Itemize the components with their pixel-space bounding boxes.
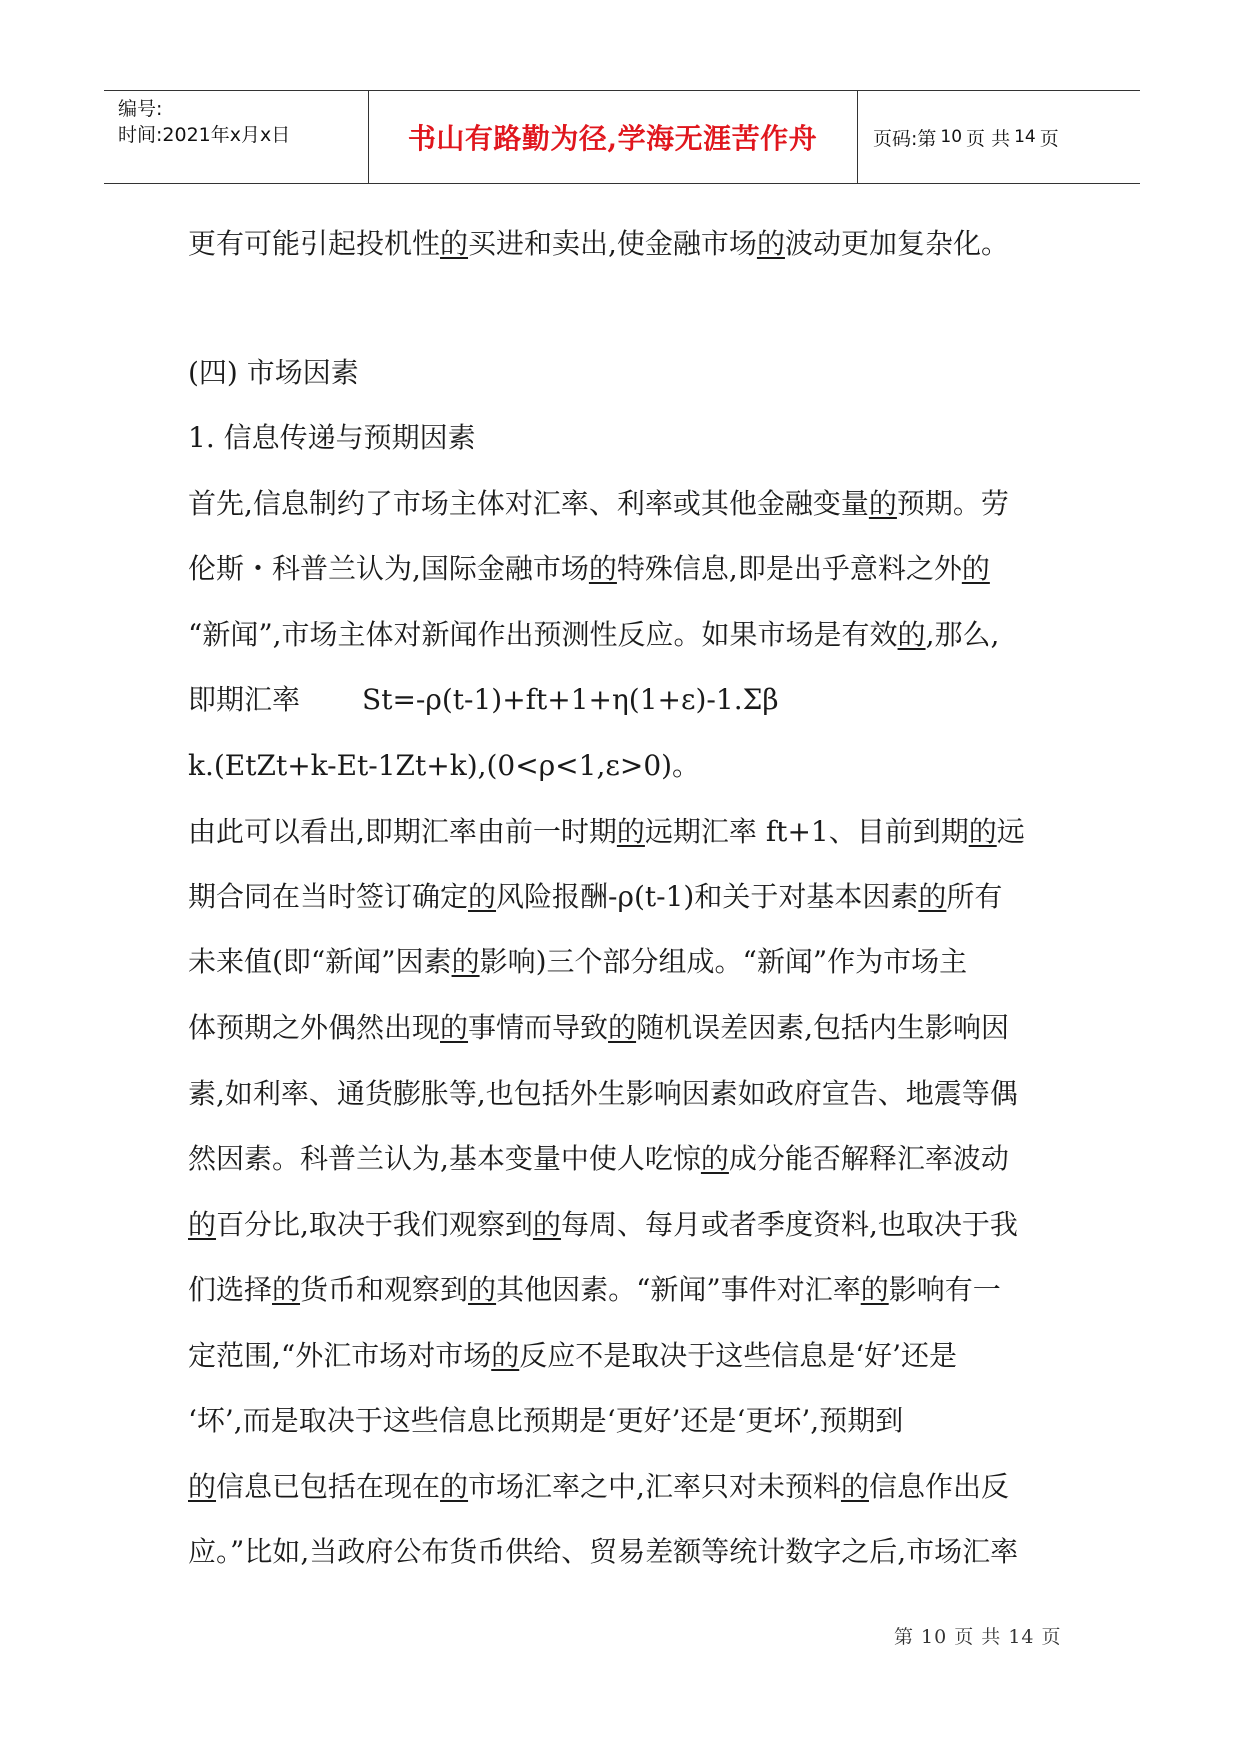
body-line-15: [188, 1207, 1018, 1243]
body-line-11: [188, 944, 967, 980]
underlined-de: 的: [451, 945, 480, 978]
header-motto: 书山有路勤为径,学海无涯苦作舟: [407, 122, 818, 155]
body-line-20: 应。”比如,当政府公布货币供给、贸易差额等统计数字之后,市场汇率: [188, 1535, 1019, 1568]
underlined-de: 的: [756, 227, 785, 260]
underlined-de: 的: [491, 1339, 520, 1372]
body-line-4: [188, 486, 1009, 522]
body-line-18: ‘坏’,而是取决于这些信息比预期是‘更好’还是‘更坏’,预期到: [188, 1404, 904, 1437]
underlined-de: 的: [532, 1208, 561, 1241]
document-number-label: 编号:: [118, 98, 163, 120]
text-span: 更有可能引起投机性: [188, 227, 441, 260]
text-span: “新闻”,市场主体对新闻作出预测性反应。如果市场是有效: [188, 618, 898, 651]
underlined-de: 的: [961, 552, 990, 585]
text-span: 买进和卖出,使金融市场: [468, 227, 757, 260]
page-prefix: 页码:第: [873, 127, 937, 150]
underlined-de: 的: [440, 227, 469, 260]
text-span: 预期。劳: [896, 487, 1009, 520]
text-span: ,那么,: [925, 618, 1000, 651]
underlined-de: 的: [468, 880, 497, 913]
page-current: 10: [940, 127, 963, 147]
text-span: 波动更加复杂化。: [784, 227, 1009, 260]
underlined-de: 的: [700, 1142, 729, 1175]
underlined-de: 的: [468, 1273, 497, 1306]
text-span: 特殊信息,即是出乎意料之外: [616, 552, 962, 585]
text-span: 体预期之外偶然出现: [188, 1011, 441, 1044]
body-line-9: [188, 814, 1025, 850]
text-span: 即期汇率: [188, 683, 301, 716]
text-span: 远: [996, 815, 1025, 848]
text-span: 所有: [946, 880, 1003, 913]
text-span: 影响有一: [888, 1273, 1001, 1306]
text-span: 百分比,取决于我们观察到: [216, 1208, 533, 1241]
body-line-13: 素,如利率、通货膨胀等,也包括外生影响因素如政府宣告、地震等偶: [188, 1077, 1018, 1110]
body-line-1: [188, 226, 1009, 262]
body-line-14: [188, 1141, 1009, 1177]
text-span: 随机误差因素,包括内生影响因: [636, 1011, 1009, 1044]
underlined-de: 的: [188, 1208, 217, 1241]
underlined-de: 的: [897, 618, 926, 651]
body-line-7-formula: [188, 682, 779, 718]
header-page-number: [859, 91, 1140, 183]
text-span: 远期汇率 ft+1、目前到期: [644, 815, 969, 848]
text-span: 然因素。科普兰认为,基本变量中使人吃惊: [188, 1142, 701, 1175]
text-span: 其他因素。“新闻”事件对汇率: [496, 1273, 861, 1306]
text-span: 定范围,“外汇市场对市场: [188, 1339, 492, 1372]
section-heading: (四) 市场因素: [188, 356, 359, 389]
body-line-19: [188, 1469, 1009, 1505]
body-line-10: [188, 879, 1002, 915]
underlined-de: 的: [608, 1011, 637, 1044]
text-span: 风险报酬-ρ(t-1)和关于对基本因素: [496, 880, 919, 913]
text-span: 未来值(即“新闻”因素: [188, 945, 452, 978]
text-span: 货币和观察到: [300, 1273, 469, 1306]
text-span: 影响)三个部分组成。“新闻”作为市场主: [479, 945, 968, 978]
body-line-16: [188, 1272, 1001, 1308]
body-line-12: [188, 1010, 1009, 1046]
underlined-de: 的: [616, 815, 645, 848]
text-span: 市场汇率之中,汇率只对未预料: [468, 1470, 841, 1503]
text-span: 伦斯・科普兰认为,国际金融市场: [188, 552, 589, 585]
underlined-de: 的: [440, 1470, 469, 1503]
underlined-de: 的: [440, 1011, 469, 1044]
text-span: 成分能否解释汇率波动: [728, 1142, 1009, 1175]
text-span: 由此可以看出,即期汇率由前一时期: [188, 815, 617, 848]
text-span: 信息已包括在现在: [216, 1470, 441, 1503]
body-line-5: [188, 551, 990, 587]
header-meta: [104, 91, 369, 183]
text-span: 反应不是取决于这些信息是‘好’还是: [519, 1339, 958, 1372]
text-span: 们选择: [188, 1273, 273, 1306]
body-line-17: [188, 1338, 957, 1374]
underlined-de: 的: [860, 1273, 889, 1306]
underlined-de: 的: [272, 1273, 301, 1306]
document-time: 时间:2021年x月x日: [118, 124, 291, 146]
text-span: 首先,信息制约了市场主体对汇率、利率或其他金融变量: [188, 487, 869, 520]
page-total: 14: [1014, 127, 1036, 147]
underlined-de: 的: [188, 1470, 217, 1503]
underlined-de: 的: [968, 815, 997, 848]
underlined-de: 的: [588, 552, 617, 585]
page-mid: 页 共: [966, 127, 1011, 150]
body-line-6: [188, 617, 999, 653]
formula-text: St=-ρ(t-1)+ft+1+η(1+ε)-1.Σβ: [362, 683, 779, 716]
text-span: 期合同在当时签订确定: [188, 880, 469, 913]
text-span: 信息作出反: [868, 1470, 1009, 1503]
subsection-heading: 1. 信息传递与预期因素: [188, 421, 476, 454]
text-span: 每周、每月或者季度资料,也取决于我: [560, 1208, 1018, 1241]
page-footer: 第 10 页 共 14 页: [894, 1626, 1062, 1648]
page-suffix: 页: [1039, 127, 1059, 150]
header-motto-cell: [368, 91, 858, 183]
underlined-de: 的: [868, 487, 897, 520]
page-header: [104, 90, 1140, 184]
text-span: 事情而导致: [468, 1011, 609, 1044]
body-line-8-formula: k.(EtZt+k-Et-1Zt+k),(0<ρ<1,ε>0)。: [188, 749, 701, 782]
underlined-de: 的: [918, 880, 947, 913]
underlined-de: 的: [840, 1470, 869, 1503]
